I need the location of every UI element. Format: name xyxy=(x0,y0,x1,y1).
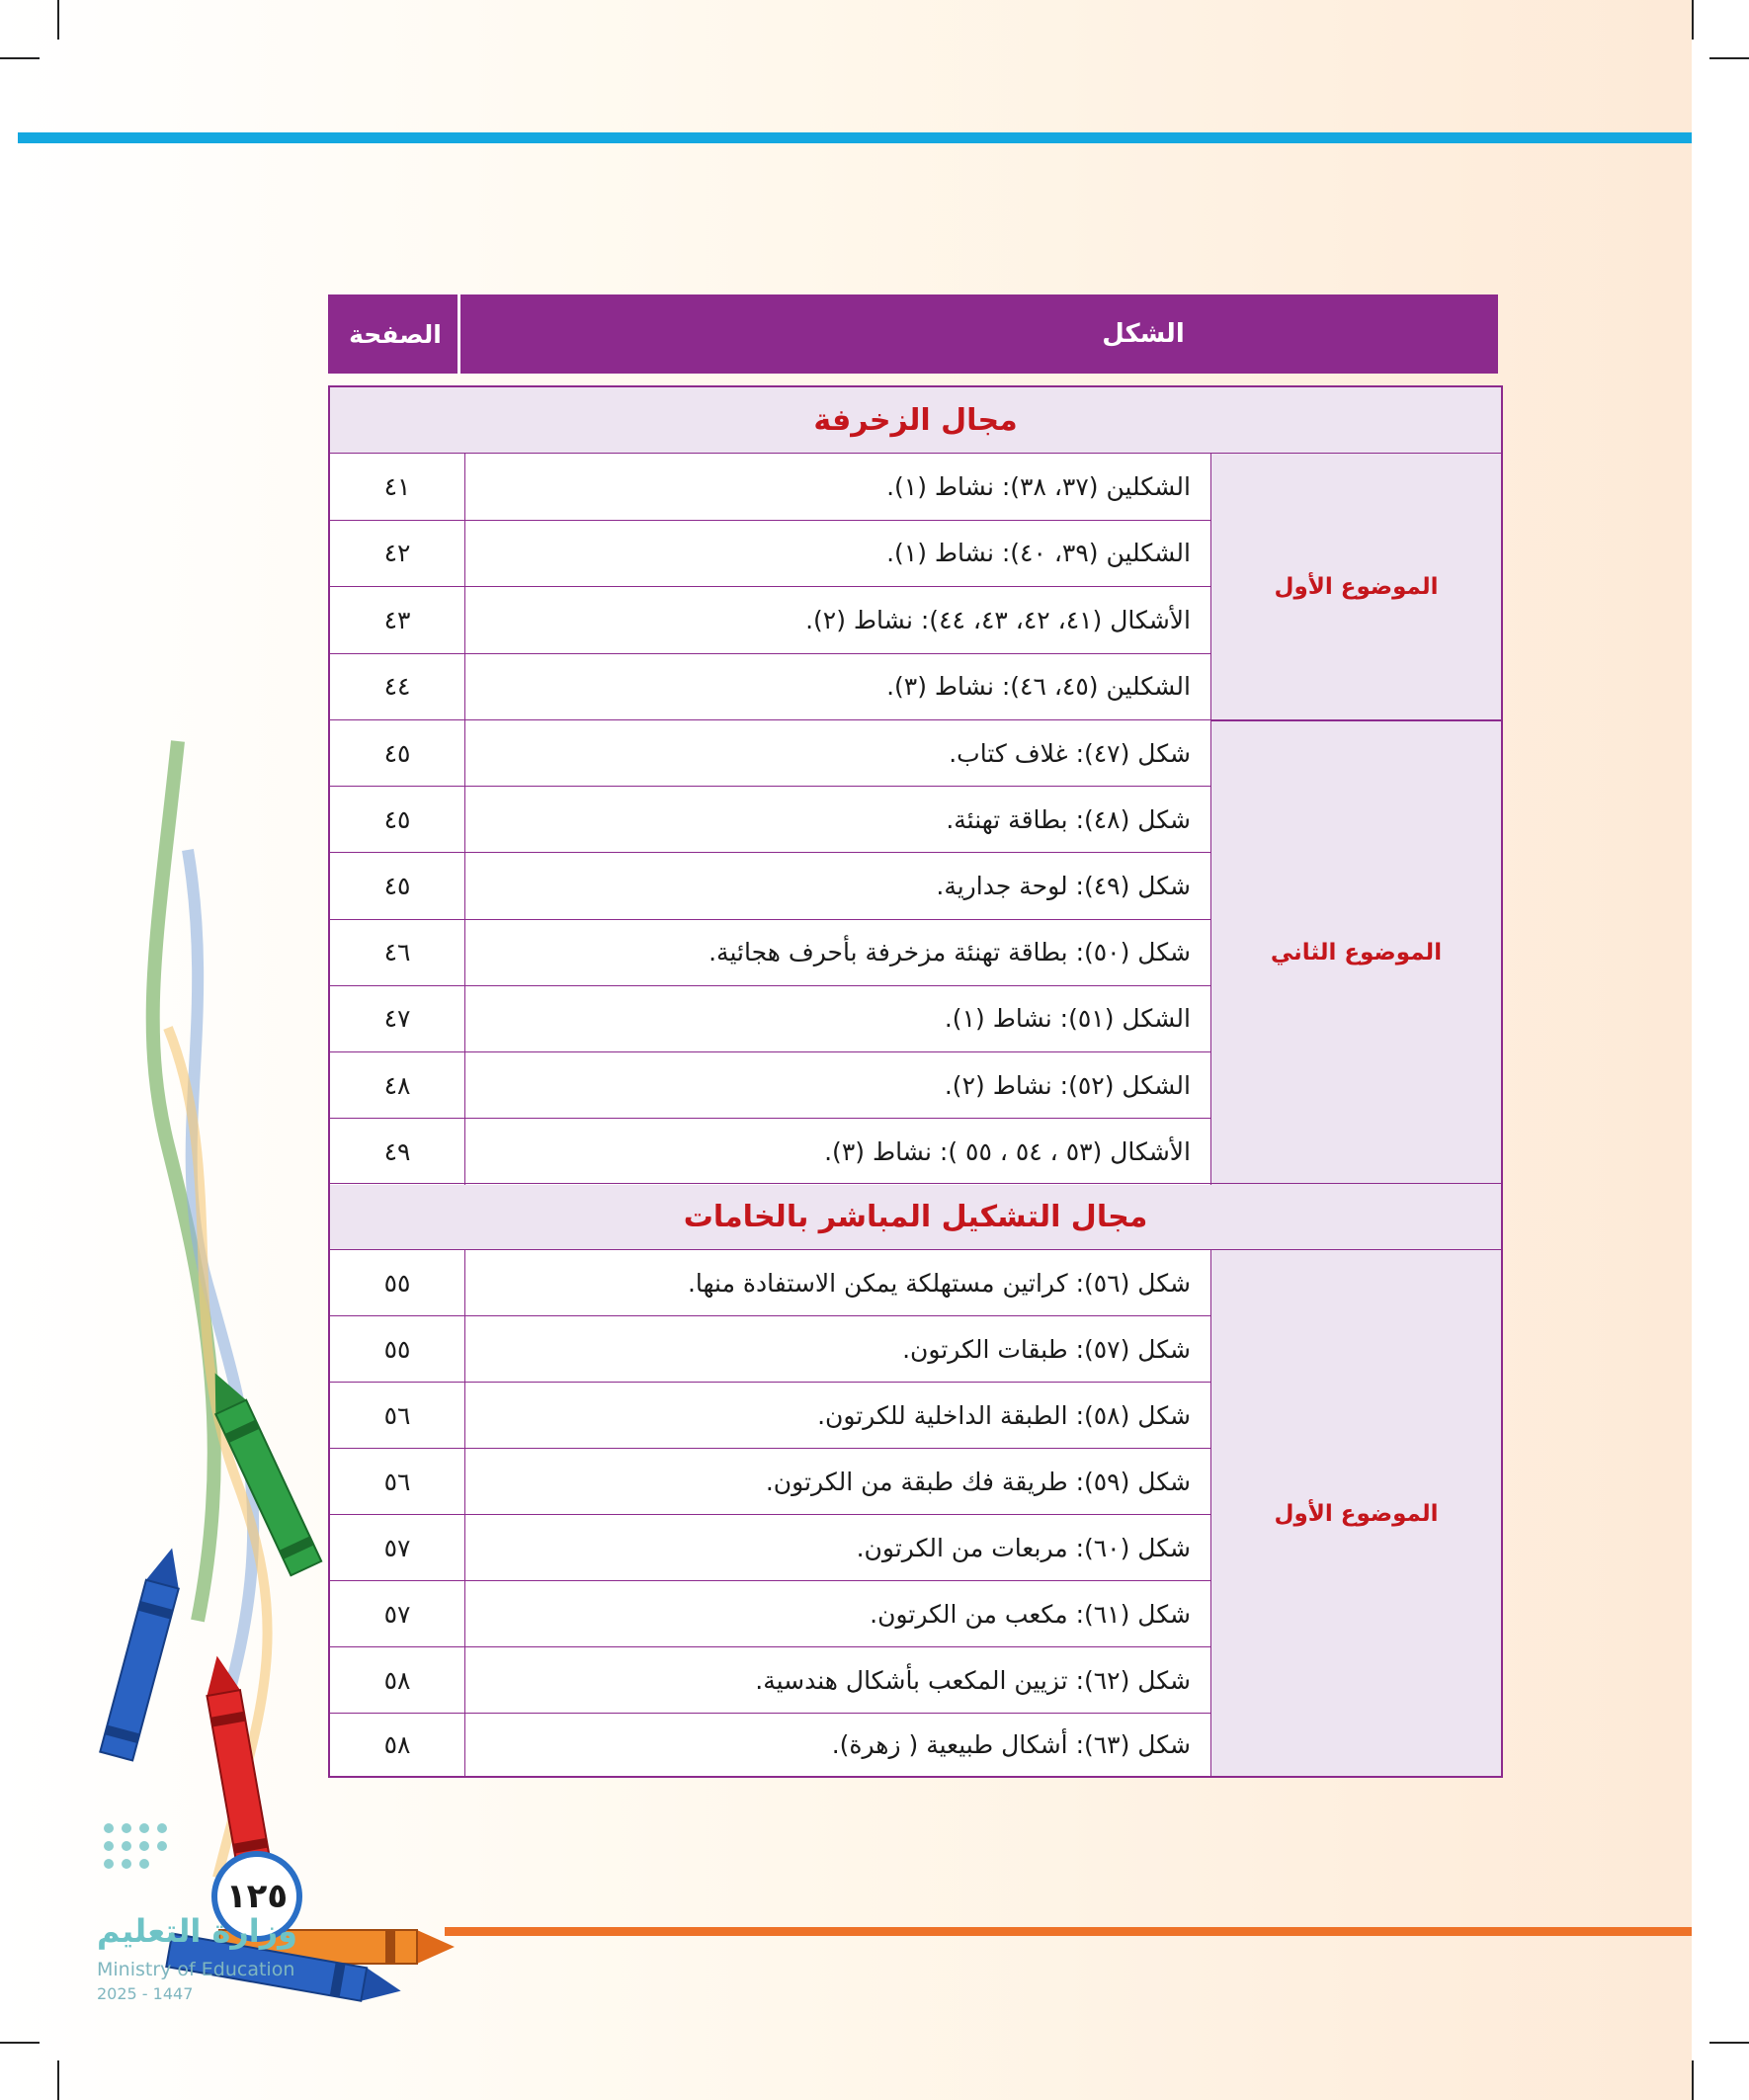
header-page-label: الصفحة xyxy=(349,319,442,349)
table-row xyxy=(330,1449,1210,1515)
crop-mark xyxy=(0,2042,40,2044)
topic-label: الموضوع الثاني xyxy=(1210,720,1501,1185)
crop-mark xyxy=(57,0,59,40)
top-blue-rule xyxy=(18,132,1692,143)
domain-row: مجال التشكيل المباشر بالخامات xyxy=(330,1183,1501,1250)
table-row xyxy=(330,920,1210,986)
page-number-badge: ١٢٥ xyxy=(211,1851,302,1942)
figure-text: شكل (٦١): مكعب من الكرتون. xyxy=(464,1581,1210,1646)
figure-text: شكل (٦٠): مربعات من الكرتون. xyxy=(464,1515,1210,1580)
page-margin xyxy=(1692,0,1749,2100)
figure-text: شكل (٤٨): بطاقة تهنئة. xyxy=(464,787,1210,852)
figure-text: الشكل (٥١): نشاط (١). xyxy=(464,986,1210,1051)
topic-label: الموضوع الأول xyxy=(1210,1250,1501,1778)
crop-mark xyxy=(0,57,40,59)
table-row xyxy=(330,1581,1210,1647)
table-row xyxy=(330,853,1210,919)
figure-page: ٤٥ xyxy=(330,853,464,918)
figure-text: الأشكال (٤١، ٤٢، ٤٣، ٤٤): نشاط (٢). xyxy=(464,587,1210,653)
figure-text: الشكل (٥٢): نشاط (٢). xyxy=(464,1052,1210,1118)
crop-mark xyxy=(1709,2042,1749,2044)
figure-text: الشكلين (٣٩، ٤٠): نشاط (١). xyxy=(464,521,1210,587)
figure-text: شكل (٥٩): طريقة فك طبقة من الكرتون. xyxy=(464,1449,1210,1514)
figure-text: شكل (٥٧): طبقات الكرتون. xyxy=(464,1316,1210,1382)
crop-mark xyxy=(57,2060,59,2100)
ministry-logo-arabic: وزارة التعليم xyxy=(97,1912,298,1950)
figure-page: ٥٦ xyxy=(330,1449,464,1514)
table-row xyxy=(330,521,1210,588)
header-shape-label: الشكل xyxy=(1102,319,1185,349)
table-row xyxy=(330,1647,1210,1714)
crop-mark xyxy=(1709,57,1749,59)
figure-page: ٤٣ xyxy=(330,587,464,653)
topic-label: الموضوع الأول xyxy=(1210,454,1501,720)
table-row xyxy=(330,1316,1210,1383)
table-row xyxy=(330,1052,1210,1119)
figure-page: ٤٦ xyxy=(330,920,464,985)
table-row xyxy=(330,1714,1210,1776)
figure-page: ٥٧ xyxy=(330,1581,464,1646)
figure-text: شكل (٦٣): أشكال طبيعية ( زهرة). xyxy=(464,1714,1210,1776)
table-row xyxy=(330,1119,1210,1185)
table-row xyxy=(330,587,1210,654)
domain-row: مجال الزخرفة xyxy=(330,387,1501,454)
crop-mark xyxy=(1692,0,1694,40)
figure-page: ٤٥ xyxy=(330,720,464,786)
figure-page: ٥٥ xyxy=(330,1250,464,1315)
table-row xyxy=(330,1515,1210,1581)
figure-text: شكل (٤٧): غلاف كتاب. xyxy=(464,720,1210,786)
figure-page: ٤٤ xyxy=(330,654,464,720)
figure-page: ٥٦ xyxy=(330,1383,464,1448)
table-row xyxy=(330,720,1210,787)
figure-text: شكل (٤٩): لوحة جدارية. xyxy=(464,853,1210,918)
figure-page: ٤١ xyxy=(330,454,464,520)
table-row xyxy=(330,454,1210,521)
table-row xyxy=(330,654,1210,721)
figure-text: الأشكال (٥٣ ، ٥٤ ، ٥٥ ): نشاط (٣). xyxy=(464,1119,1210,1185)
table-row xyxy=(330,787,1210,853)
figure-text: الشكلين (٣٧، ٣٨): نشاط (١). xyxy=(464,454,1210,520)
figure-text: شكل (٥٠): بطاقة تهنئة مزخرفة بأحرف هجائية. xyxy=(464,920,1210,985)
table-row xyxy=(330,986,1210,1052)
table-row xyxy=(330,1250,1210,1316)
crop-mark xyxy=(1692,2060,1694,2100)
figure-text: شكل (٥٨): الطبقة الداخلية للكرتون. xyxy=(464,1383,1210,1448)
figure-text: الشكلين (٤٥، ٤٦): نشاط (٣). xyxy=(464,654,1210,720)
figures-index-table xyxy=(328,385,1503,1778)
table-row xyxy=(330,1383,1210,1449)
figure-page: ٤٢ xyxy=(330,521,464,587)
figure-page: ٥٨ xyxy=(330,1647,464,1713)
table-header xyxy=(328,294,1498,374)
figure-page: ٤٥ xyxy=(330,787,464,852)
ministry-logo-year: 2025 - 1447 xyxy=(97,1984,194,2003)
ministry-logo-english: Ministry of Education xyxy=(97,1959,295,1980)
bottom-orange-rule xyxy=(445,1927,1692,1936)
figure-page: ٥٥ xyxy=(330,1316,464,1382)
figure-page: ٥٨ xyxy=(330,1714,464,1776)
figure-text: شكل (٦٢): تزيين المكعب بأشكال هندسية. xyxy=(464,1647,1210,1713)
figure-page: ٤٩ xyxy=(330,1119,464,1185)
figure-page: ٤٨ xyxy=(330,1052,464,1118)
figure-page: ٥٧ xyxy=(330,1515,464,1580)
figure-page: ٤٧ xyxy=(330,986,464,1051)
figure-text: شكل (٥٦): كراتين مستهلكة يمكن الاستفادة منها. xyxy=(464,1250,1210,1315)
